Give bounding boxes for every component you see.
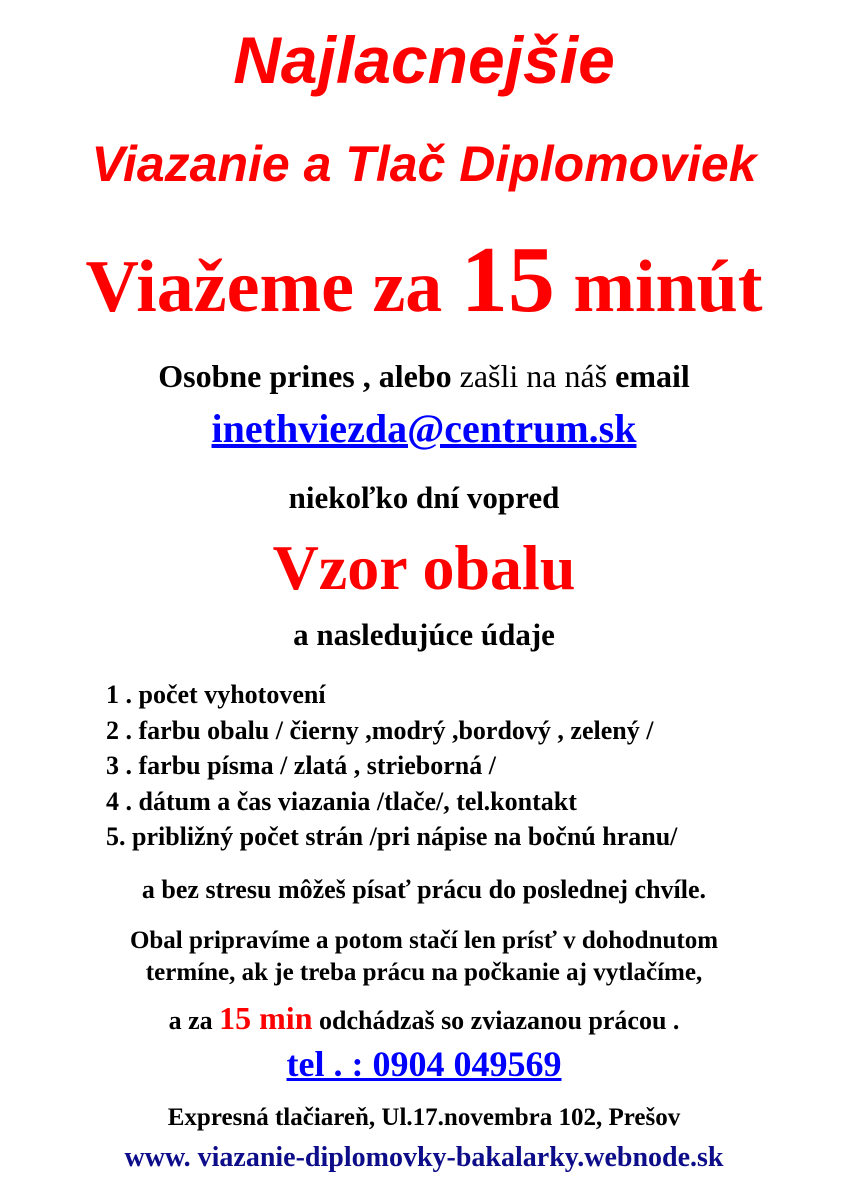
headline-binding-printing: Viazanie a Tlač Diplomoviek: [91, 136, 757, 192]
list-item: 5. približný počet strán /pri nápise na bočnú hranu/: [106, 822, 678, 851]
phone-link[interactable]: tel . : 0904 049569: [286, 1044, 562, 1084]
address-city: , Prešov: [596, 1104, 681, 1131]
template-heading: Vzor obalu: [272, 532, 576, 603]
following-data-heading: a nasledujúce údaje: [293, 617, 555, 652]
body-line-3-time: 15 min: [219, 1000, 313, 1036]
headline-part-b: minút: [554, 246, 763, 328]
contact-intro-send: zašli na náš: [451, 358, 616, 394]
headline-number: 15: [460, 228, 555, 332]
advance-note: niekoľko dní vopred: [288, 480, 560, 515]
contact-intro: [0, 356, 848, 396]
requirements-list: [106, 677, 677, 855]
email-link[interactable]: inethviezda@centrum.sk: [211, 406, 637, 451]
headline-cheapest: Najlacnejšie: [233, 23, 615, 97]
list-item: 3 . farbu písma / zlatá , strieborná /: [106, 751, 496, 780]
address-shop: Expresná tlačiareň,: [167, 1104, 382, 1131]
body-line-1: Obal pripravíme a potom stačí len prísť v dohodnutom: [129, 927, 719, 954]
list-item: 4 . dátum a čas viazania /tlače/, tel.kontakt: [106, 786, 577, 816]
body-line-3-b: odchádzaš so zviazanou prácou .: [312, 1006, 680, 1035]
body-line-3: [0, 998, 848, 1041]
body-line-3-a: a za: [168, 1006, 220, 1035]
no-stress-rest: môžeš písať prácu do poslednej chvíle.: [271, 875, 707, 904]
headline-part-a: Viažeme za: [85, 246, 461, 328]
headline-15-minutes: [0, 228, 848, 332]
no-stress-line: [0, 872, 848, 908]
contact-intro-email-word: email: [615, 358, 690, 394]
address: [0, 1101, 848, 1135]
contact-intro-bring: Osobne prines , alebo: [158, 358, 452, 394]
list-item: 1 . počet vyhotovení: [106, 680, 326, 709]
body-line-2: termíne, ak je treba prácu na počkanie aj vytlačíme,: [145, 959, 703, 986]
address-street: Ul.17.novembra 102: [381, 1104, 596, 1131]
website-link[interactable]: www. viazanie-diplomovky-bakalarky.webnode.sk: [124, 1142, 724, 1173]
no-stress-lead: a bez stresu: [141, 875, 272, 904]
list-item: 2 . farbu obalu / čierny ,modrý ,bordový , zelený /: [106, 715, 654, 745]
